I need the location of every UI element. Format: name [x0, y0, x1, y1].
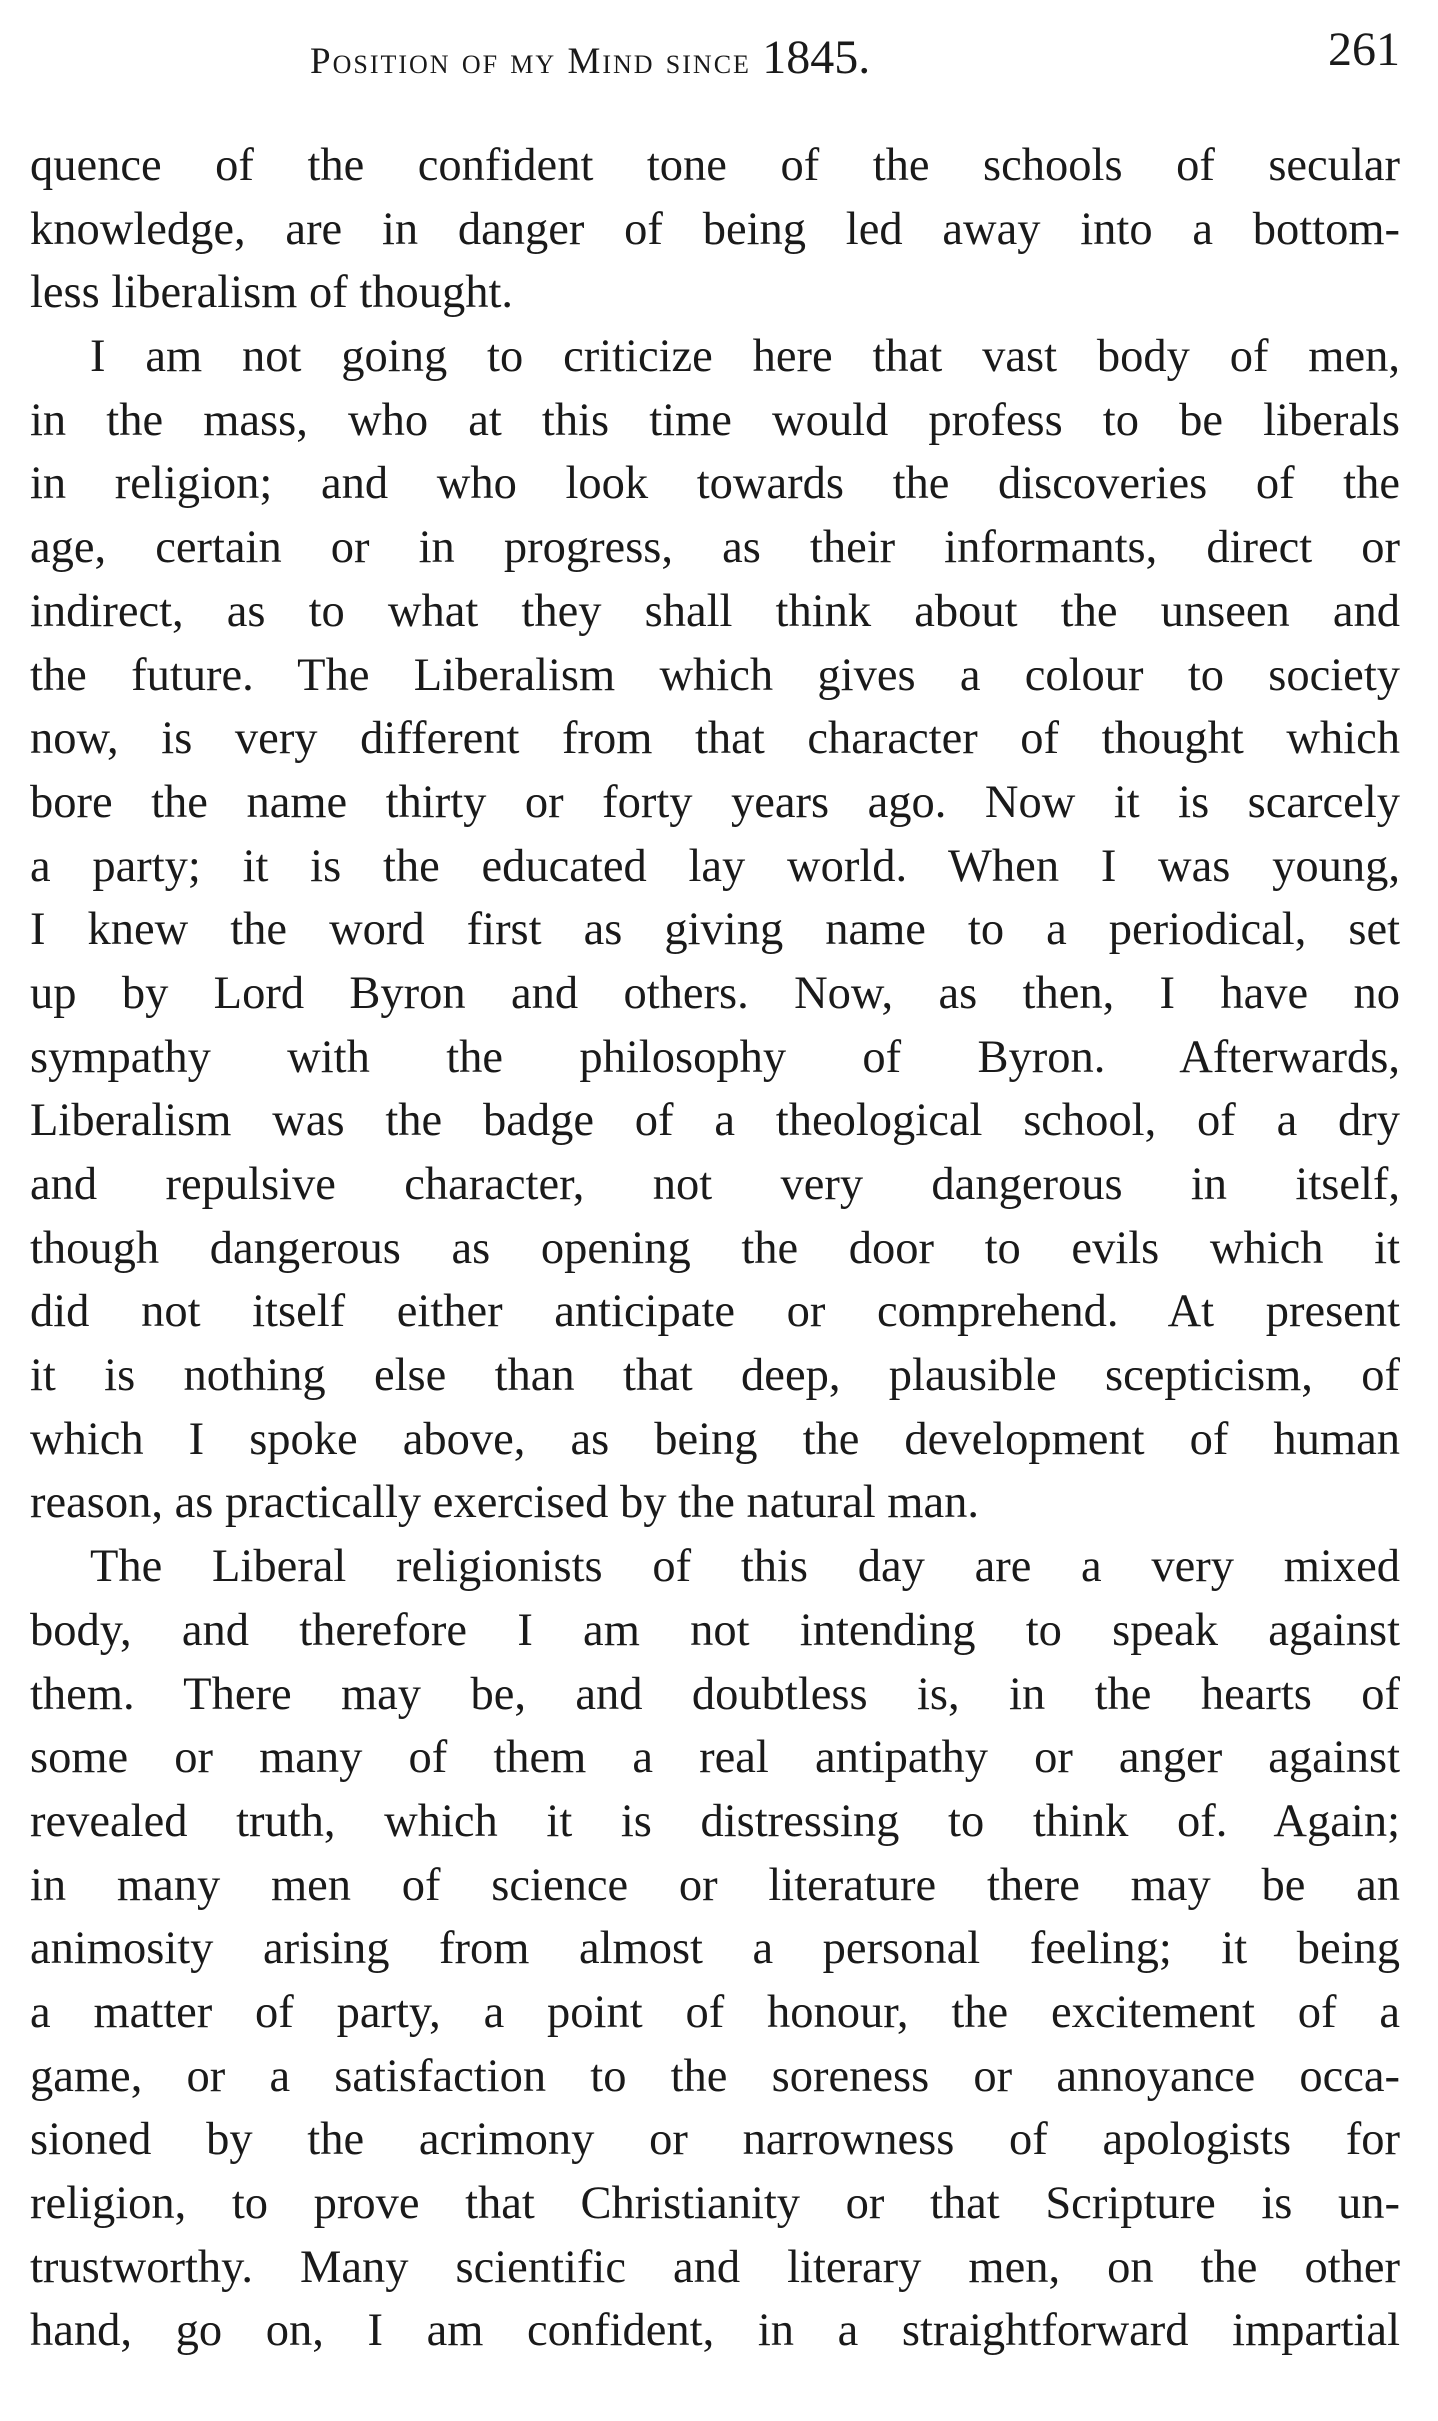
text-line: some or many of them a real antipathy or anger against — [30, 1732, 1400, 1784]
page-header — [30, 22, 1400, 92]
text-line: body, and therefore I am not intending to speak against — [30, 1604, 1400, 1656]
page-number: 261 — [1328, 23, 1400, 76]
paragraph-end-line: reason, as practically exercised by the natural man. — [30, 1477, 979, 1529]
body-text — [30, 134, 1400, 2363]
text-line: quence of the confident tone of the schools of secular — [30, 140, 1400, 191]
paragraph-end-line: less liberalism of thought. — [30, 267, 514, 319]
text-line: in the mass, who at this time would profess to be liberals — [30, 394, 1400, 446]
text-line: it is nothing else than that deep, plausible scepticism, of — [30, 1350, 1400, 1402]
text-line: the future. The Liberalism which gives a colour to society — [30, 649, 1400, 701]
text-line: a matter of party, a point of honour, the excitement of a — [30, 1986, 1400, 2038]
text-line: up by Lord Byron and others. Now, as then, I have no — [30, 967, 1400, 1019]
text-line: animosity arising from almost a personal feeling; it being — [30, 1923, 1400, 1975]
text-line: I knew the word first as giving name to a periodical, set — [30, 904, 1400, 956]
text-line: in religion; and who look towards the discoveries of the — [30, 458, 1400, 510]
text-line: sioned by the acrimony or narrowness of apologists for — [30, 2114, 1400, 2166]
running-head-year: 1845. — [762, 31, 871, 84]
text-line: Liberalism was the badge of a theological school, of a dry — [30, 1095, 1400, 1147]
text-line: in many men of science or literature there may be an — [30, 1859, 1400, 1911]
text-line: and repulsive character, not very dangerous in itself, — [30, 1159, 1400, 1210]
text-line: though dangerous as opening the door to evils which it — [30, 1222, 1400, 1274]
text-line: sympathy with the philosophy of Byron. Afterwards, — [30, 1031, 1400, 1083]
text-line: a party; it is the educated lay world. When I was young, — [30, 840, 1400, 892]
text-line: them. There may be, and doubtless is, in the hearts of — [30, 1668, 1400, 1720]
paragraph-start-line: The Liberal religionists of this day are a very mixed — [90, 1541, 1400, 1593]
text-line: game, or a satisfaction to the soreness or annoyance occa- — [30, 2050, 1400, 2102]
text-line: bore the name thirty or forty years ago. Now it is scarcely — [30, 776, 1400, 828]
text-line: which I spoke above, as being the development of human — [30, 1413, 1400, 1465]
text-line: indirect, as to what they shall think about the unseen and — [30, 585, 1400, 637]
text-line: trustworthy. Many scientific and literary men, on the other — [30, 2241, 1400, 2293]
text-line: knowledge, are in danger of being led away into a bottom- — [30, 203, 1400, 255]
text-line: age, certain or in progress, as their informants, direct or — [30, 522, 1400, 574]
book-page — [30, 0, 1400, 2421]
text-line: revealed truth, which it is distressing to think of. Again; — [30, 1795, 1400, 1847]
text-line: did not itself either anticipate or comprehend. At present — [30, 1286, 1400, 1338]
running-head — [310, 30, 870, 85]
paragraph-start-line: I am not going to criticize here that vast body of men, — [90, 331, 1400, 383]
text-line: now, is very different from that character of thought which — [30, 713, 1400, 765]
text-line: religion, to prove that Christianity or that Scripture is un- — [30, 2178, 1400, 2229]
running-head-title: Position of my Mind since — [310, 41, 751, 82]
text-line: hand, go on, I am confident, in a straightforward impartial — [30, 2305, 1400, 2357]
